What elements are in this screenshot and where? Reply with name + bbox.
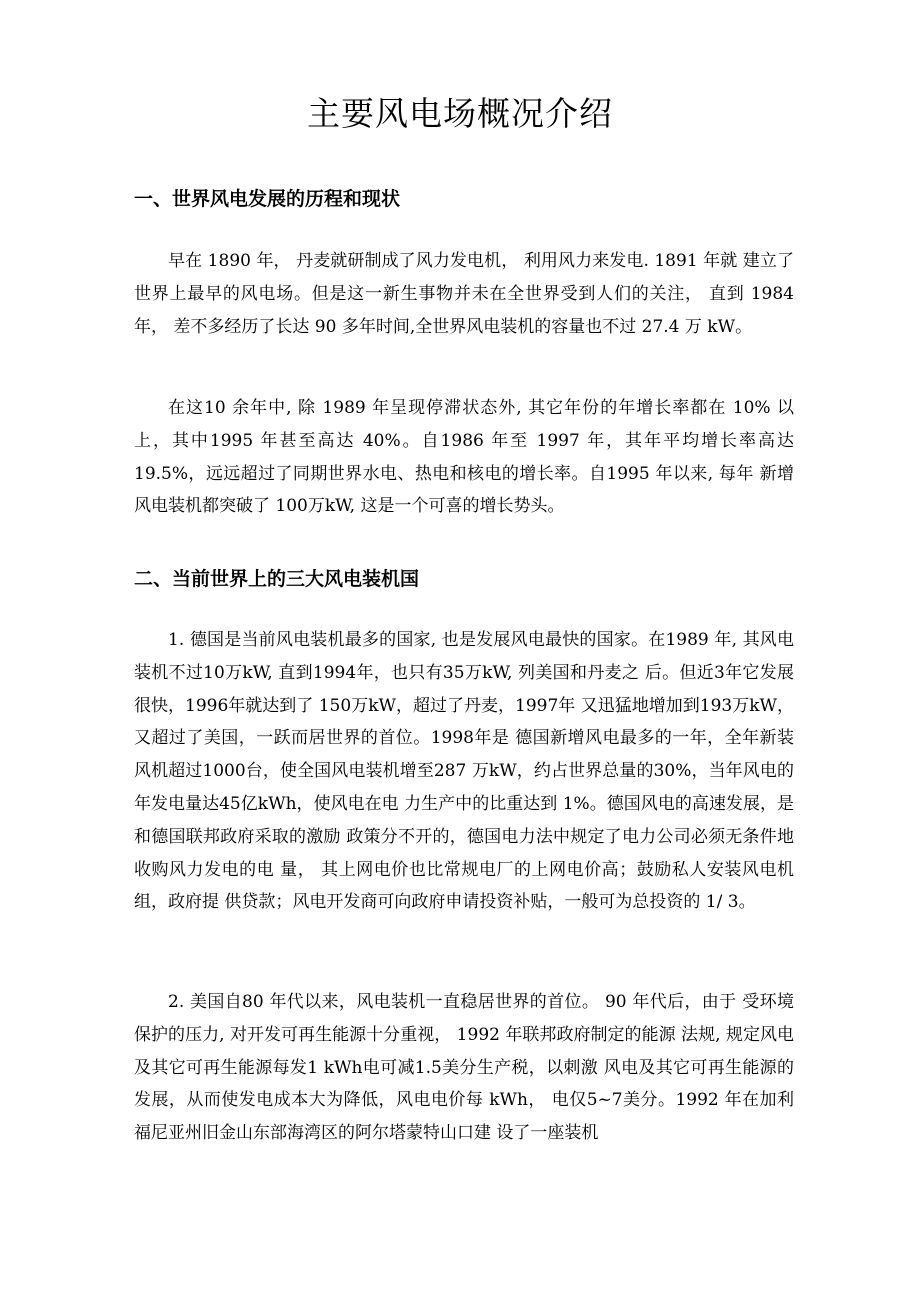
paragraph-usa: 2. 美国自80 年代以来，风电装机一直稳居世界的首位。 90 年代后，由于 受环境保护的压力, 对开发可再生能源十分重视， 1992 年联邦政府制定的能源 法规, 规定风电及其它可再生能源每发1 kWh电可减1.5美分生产税，以刺激 风电及其它可再生能源的发展，从而使发电成本大为降低，风电电价每 kWh， 电仅5~7美分。1992 年在加利福尼亚州旧金山东部海湾区的阿尔塔蒙特山口建 设了一座装机 <box>134 992 794 1144</box>
document-title: 主要风电场概况介绍 <box>307 94 613 133</box>
paragraph-history-1: 早在 1890 年， 丹麦就研制成了风力发电机， 利用风力来发电. 1891 年就 建立了世界上最早的风电场。但是这一新生事物并未在全世界受到人们的关注， 直到 1984 年， 差不多经历了长达 90 多年时间,全世界风电装机的容量也不过 27.4 万 kW。 <box>134 251 794 337</box>
section-heading-top-countries: 二、当前世界上的三大风电装机国 <box>134 568 420 590</box>
paragraph-history-2: 在这10 余年中, 除 1989 年呈现停滞状态外, 其它年份的年增长率都在 10% 以上，其中1995 年甚至高达 40%。自1986 年至 1997 年，其年平均增长率高达 19.5%，远远超过了同期世界水电、热电和核电的增长率。自1995 年以来, 每年 新增风电装机都突破了 100万kW, 这是一个可喜的增长势头。 <box>134 398 794 517</box>
paragraph-germany: 1. 德国是当前风电装机最多的国家, 也是发展风电最快的国家。在1989 年, 其风电装机不过10万kW, 直到1994年，也只有35万kW, 列美国和丹麦之 后。但近3年它发展很快，1996年就达到了 150万kW，超过了丹麦，1997年 又迅猛地增加到193万kW，又超过了美国，一跃而居世界的首位。1998年是 德国新增风电最多的一年，全年新装风机超过1000台，使全国风电装机增至287 万kW，约占世界总量的30%，当年风电的年发电量达45亿kWh，使风电在电 力生产中的比重达到 1%。德国风电的高速发展，是和德国联邦政府采取的激励 政策分不开的，德国电力法中规定了电力公司必须无条件地收购风力发电的电 量， 其上网电价也比常规电厂的上网电价高；鼓励私人安装风电机组，政府提 供贷款；风电开发商可向政府申请投资补贴，一般可为总投资的 1/ 3。 <box>134 630 794 913</box>
section-heading-history: 一、世界风电发展的历程和现状 <box>134 188 401 210</box>
